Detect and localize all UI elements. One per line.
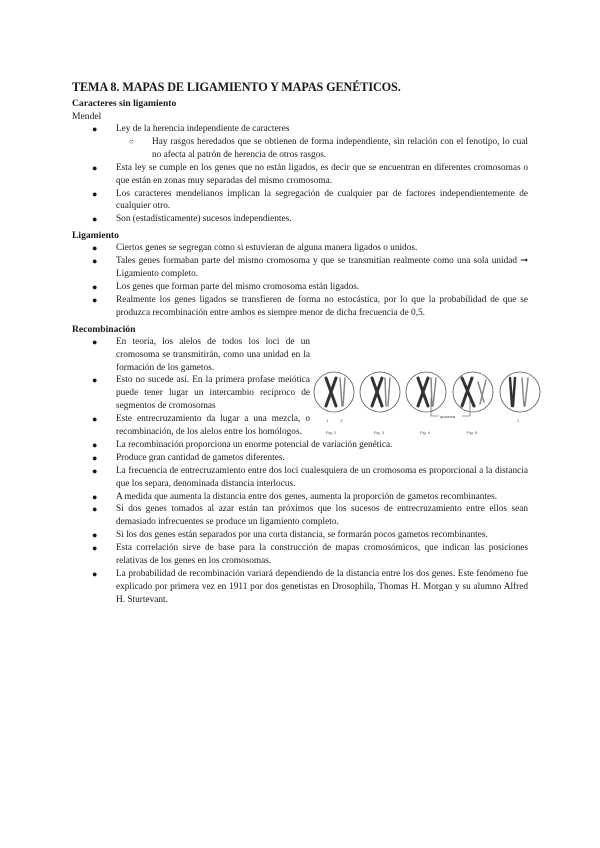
bullet-icon: ● (92, 124, 98, 134)
bullet-icon: ● (92, 543, 98, 554)
list-item: ● Tales genes formaban parte del mismo cromosoma y que se transmitían realmente como una sola unidad ➞ Ligamiento completo. (92, 256, 528, 280)
list-item: ● Si dos genes tomados al azar están tan próximos que los sucesos de entrecruzamiento entre ellos sean demasiado infrecuentes se produce un ligamiento completo. (92, 504, 528, 528)
list-item: ● Esto no sucede así. En la primera profase meiótica puede tener lugar un intercambio recíproco de segmentos de cromosomas (92, 375, 310, 412)
svg-text:Fig. 4: Fig. 4 (420, 429, 431, 435)
bullet-icon: ● (92, 491, 98, 502)
svg-text:1: 1 (326, 417, 329, 423)
bullet-icon: ● (92, 214, 98, 225)
section-heading-recombinacion: Recombinación (72, 323, 136, 335)
svg-text:1: 1 (517, 417, 520, 423)
list-item: ● Los genes que forman parte del mismo cromosoma están ligados. (92, 281, 360, 292)
crossing-over-illustration (312, 366, 544, 442)
bullet-icon: ● (92, 281, 98, 292)
list-item: ● La frecuencia de entrecruzamiento entre dos loci cualesquiera de un cromosoma es proporcional a la distancia que los separa, denominada distancia interlocus. (92, 465, 528, 489)
svg-text:1': 1' (340, 417, 343, 423)
chromosome-figure (312, 366, 544, 442)
subheading-mendel: Mendel (72, 111, 102, 122)
section-heading-ligamiento: Ligamiento (72, 230, 119, 242)
bullet-icon: ● (92, 336, 98, 347)
list-item: ● Esta ley se cumple en los genes que no están ligados, es decir que se encuentran en diferentes cromosomas o que están en zonas muy separadas del mismo cromosoma. (92, 162, 528, 186)
list-item: ● Ley de la herencia independiente de caracteres (92, 124, 290, 134)
recombinacion-block (72, 336, 528, 607)
list-item: ● Este entrecruzamiento da lugar a una mezcla, o recombinación, de los alelos entre los homólogos. (92, 414, 310, 438)
bullet-icon: ● (92, 465, 98, 476)
bullet-icon: ● (92, 375, 98, 386)
list-item: ● Son (estadísticamente) sucesos independientes. (92, 214, 292, 225)
svg-text:Fig. 5: Fig. 5 (467, 429, 478, 435)
svg-text:quiasma: quiasma (440, 413, 456, 419)
list-item: ● Los caracteres mendelianos implican la segregación de cualquier par de factores independientemente de cualquier otro. (92, 188, 528, 212)
list-caracteres (72, 123, 528, 226)
bullet-icon: ● (92, 452, 98, 463)
svg-text:Fig. 3: Fig. 3 (374, 429, 385, 435)
list-item: ● En teoría, los alelos de todos los loci de un cromosoma se transmitirán, como una unidad en la formación de los gametos. (92, 336, 310, 373)
document-title: TEMA 8. MAPAS DE LIGAMIENTO Y MAPAS GENÉTICOS. (72, 80, 401, 94)
svg-text:Fig. 2: Fig. 2 (326, 429, 337, 435)
bullet-icon: ● (92, 530, 98, 541)
hollow-bullet-icon: ○ (129, 136, 134, 146)
bullet-icon: ● (92, 256, 98, 267)
section-heading-caracteres: Caracteres sin ligamiento (72, 98, 177, 109)
bullet-icon: ● (92, 414, 98, 425)
list-item: ● Realmente los genes ligados se transfieren de forma no estocástica, por lo que la probabilidad de que se produzca recombinación entre ambos es siempre menor de dicha frecuencia de 0,5. (92, 294, 528, 318)
list-item: ● Si los dos genes están separados por una corta distancia, se formarán pocos gametos recombinantes. (92, 530, 488, 541)
list-item-sub: ○ Hay rasgos heredados que se obtienen de forma independiente, sin relación con el fenotipo, lo cual no afecta al patrón de herencia de otros rasgos. (129, 136, 528, 160)
list-ligamiento (72, 242, 528, 319)
bullet-icon: ● (92, 188, 98, 199)
bullet-icon: ● (92, 162, 98, 173)
bullet-icon: ● (92, 439, 98, 450)
bullet-icon: ● (92, 294, 98, 305)
list-item: ● Ciertos genes se segregan como si estuvieran de alguna manera ligados o unidos. (92, 243, 418, 254)
document-page (72, 80, 528, 607)
bullet-icon: ● (92, 569, 98, 579)
list-item: ● La probabilidad de recombinación variará dependiendo de la distancia entre los dos genes. Este fenómeno fue explicado por primera vez en 1911 por dos genetistas en Drosophila, Thomas H. Morgan y su alumno Alfred H. Sturtevant. (92, 569, 528, 605)
list-recombinacion (72, 439, 528, 607)
list-item: ● Esta correlación sirve de base para la construcción de mapas cromosómicos, que indican las posiciones relativas de los genes en los cromosomas. (92, 543, 528, 567)
bullet-icon: ● (92, 504, 98, 515)
list-item: ● A medida que aumenta la distancia entre dos genes, aumenta la proporción de gametos recombinantes. (92, 491, 498, 502)
list-item: ● Produce gran cantidad de gametos diferentes. (92, 452, 285, 463)
bullet-icon: ● (92, 243, 98, 254)
list-item: ● La recombinación proporciona un enorme potencial de variación genética. (92, 439, 393, 450)
